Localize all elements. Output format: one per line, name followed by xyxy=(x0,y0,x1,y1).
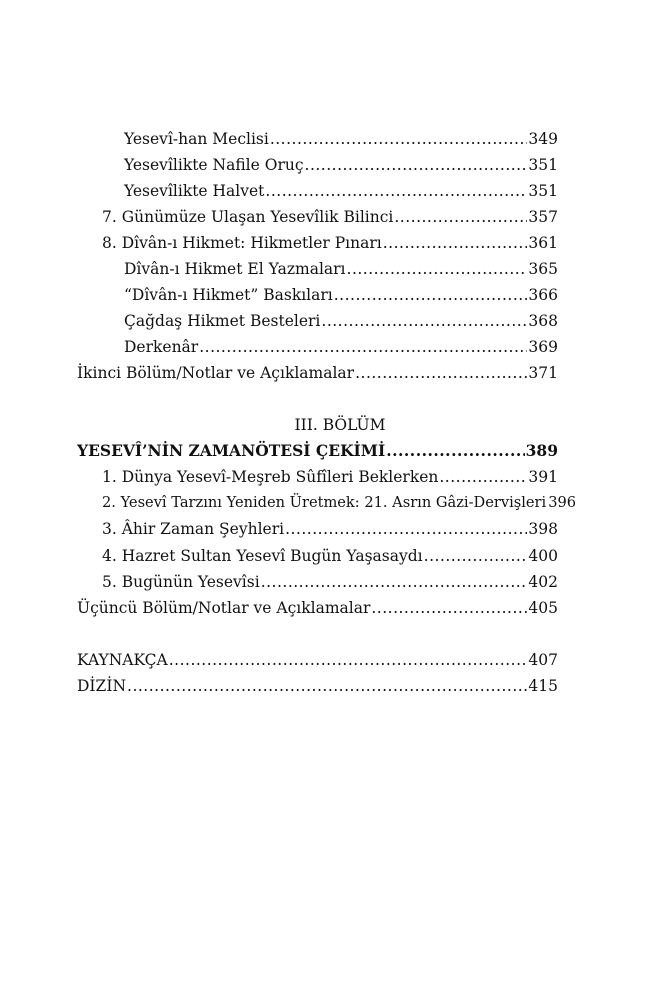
toc-entry-page: 371 xyxy=(528,364,558,382)
toc-entry-page: 351 xyxy=(528,182,558,200)
toc-entry-page: 368 xyxy=(528,312,558,330)
toc-entry-label: Derkenâr xyxy=(124,338,199,356)
toc-entry[interactable] xyxy=(102,517,558,541)
toc-entry-label: 5. Bugünün Yesevîsi xyxy=(102,573,260,591)
toc-entry-page: 405 xyxy=(528,599,558,617)
toc-entry-page: 396 xyxy=(548,494,577,511)
toc-entry-label: 1. Dünya Yesevî-Meşreb Sûfîleri Beklerken xyxy=(102,468,439,486)
toc-entry-label: 8. Dîvân-ı Hikmet: Hikmetler Pınarı xyxy=(102,234,382,252)
toc-entry[interactable] xyxy=(77,596,558,620)
toc-leader-dots xyxy=(334,283,528,307)
toc-entry[interactable] xyxy=(124,309,558,333)
toc-entry-page: 391 xyxy=(528,468,558,486)
toc-leader-dots xyxy=(383,231,528,255)
toc-leader-dots xyxy=(371,596,527,620)
toc-entry[interactable] xyxy=(124,257,558,281)
toc-entry-label: İkinci Bölüm/Notlar ve Açıklamalar xyxy=(77,364,355,382)
toc-leader-dots xyxy=(127,674,527,698)
toc-entry[interactable] xyxy=(102,465,558,489)
toc-entry-page: 369 xyxy=(528,338,558,356)
toc-entry-page: 349 xyxy=(528,130,558,148)
toc-entry-page: 365 xyxy=(528,260,558,278)
toc-entry[interactable] xyxy=(124,335,558,359)
toc-leader-dots xyxy=(270,127,528,151)
toc-entry-page: 361 xyxy=(528,234,558,252)
toc-entry[interactable] xyxy=(124,127,558,151)
toc-leader-dots xyxy=(285,517,527,541)
toc-entry[interactable] xyxy=(124,179,558,203)
toc-entry-label: 7. Günümüze Ulaşan Yesevîlik Bilinci xyxy=(102,208,394,226)
toc-entry-label: KAYNAKÇA xyxy=(77,651,168,669)
toc-entry-page: 398 xyxy=(528,520,558,538)
toc-entry-page: 400 xyxy=(528,547,558,565)
toc-leader-dots xyxy=(424,544,528,568)
toc-leader-dots xyxy=(321,309,527,333)
toc-entry-label: Üçüncü Bölüm/Notlar ve Açıklamalar xyxy=(77,599,371,617)
toc-entry-page: 415 xyxy=(528,677,558,695)
toc-leader-dots xyxy=(265,179,527,203)
toc-leader-dots xyxy=(386,439,524,463)
toc-entry-page: 407 xyxy=(528,651,558,669)
toc-leader-dots xyxy=(355,361,527,385)
toc-entry[interactable] xyxy=(124,283,558,307)
toc-entry-label: Yesevî-han Meclisi xyxy=(124,130,269,148)
toc-entry-label: Yesevîlikte Halvet xyxy=(124,182,265,200)
toc-entry-label: Dîvân-ı Hikmet El Yazmaları xyxy=(124,260,346,278)
toc-entry-bibliography[interactable] xyxy=(77,648,558,672)
toc-entry-label: YESEVÎ’NİN ZAMANÖTESİ ÇEKİMİ xyxy=(77,441,386,460)
toc-entry-label: “Dîvân-ı Hikmet” Baskıları xyxy=(124,286,333,304)
toc-entry-page: 402 xyxy=(528,573,558,591)
toc-leader-dots xyxy=(169,648,528,672)
toc-part-title[interactable] xyxy=(77,439,558,463)
toc-leader-dots xyxy=(305,153,528,177)
toc-leader-dots xyxy=(439,465,527,489)
toc-entry-label: Yesevîlikte Nafile Oruç xyxy=(124,156,304,174)
toc-leader-dots xyxy=(261,570,528,594)
toc-entry[interactable] xyxy=(77,361,558,385)
toc-entry-page: 357 xyxy=(528,208,558,226)
toc-entry-label: 4. Hazret Sultan Yesevî Bugün Yaşasaydı xyxy=(102,547,423,565)
toc-entry[interactable] xyxy=(102,205,558,229)
toc-entry-label: 3. Âhir Zaman Şeyhleri xyxy=(102,520,285,538)
toc-entry-page: 351 xyxy=(528,156,558,174)
toc-leader-dots xyxy=(394,205,527,229)
toc-entry[interactable] xyxy=(102,231,558,255)
toc-entry[interactable] xyxy=(102,570,558,594)
toc-entry[interactable] xyxy=(102,491,577,515)
toc-entry-label: 2. Yesevî Tarzını Yeniden Üretmek: 21. Asrın Gâzi-Dervişleri xyxy=(102,494,547,511)
section-heading: III. BÖLÜM xyxy=(294,416,386,434)
toc-leader-dots xyxy=(347,257,528,281)
toc-entry-page: 366 xyxy=(528,286,558,304)
toc-entry[interactable] xyxy=(124,153,558,177)
toc-entry[interactable] xyxy=(102,544,558,568)
toc-entry-label: Çağdaş Hikmet Besteleri xyxy=(124,312,321,330)
toc-entry-index[interactable] xyxy=(77,674,558,698)
toc-entry-label: DİZİN xyxy=(77,677,127,695)
toc-entry-page: 389 xyxy=(525,441,558,460)
toc-leader-dots xyxy=(199,335,527,359)
